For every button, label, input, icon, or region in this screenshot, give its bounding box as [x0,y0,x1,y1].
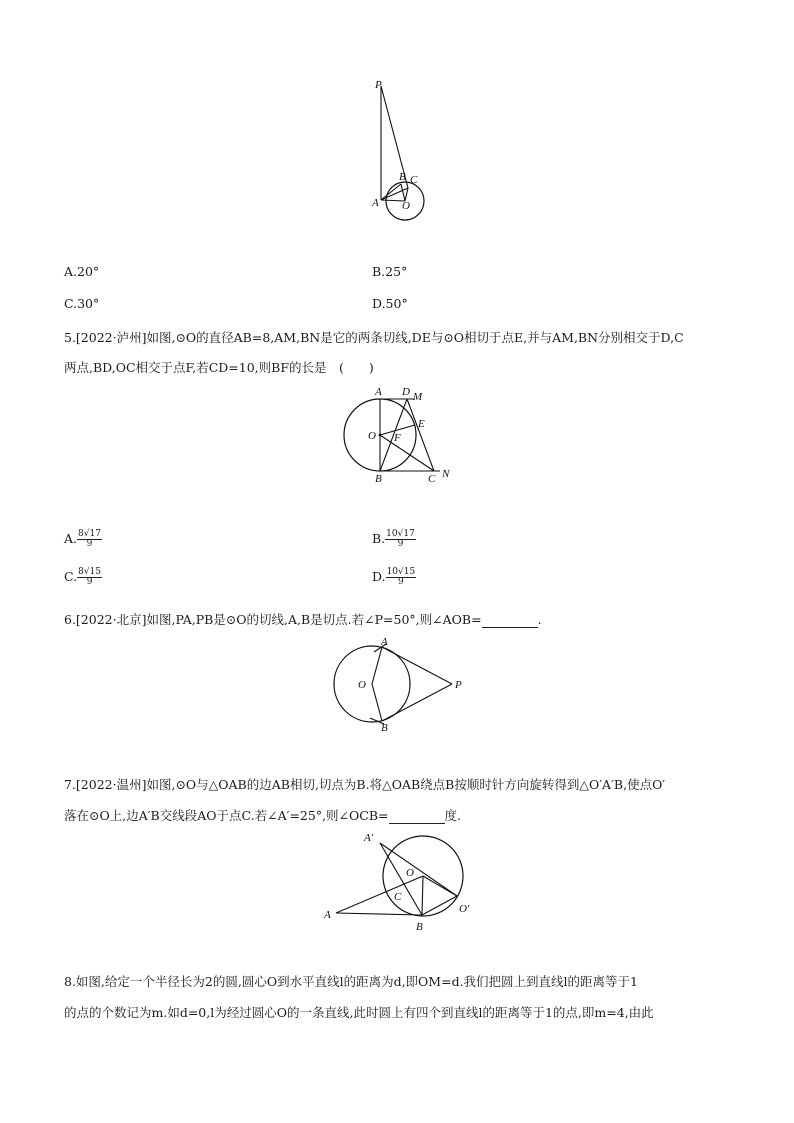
q6-line-PA [382,647,452,684]
q4-label-C: C [410,174,418,186]
q7-stem-line2 [64,806,461,824]
q5-label-M: M [413,391,423,403]
q7-line-OO-prime [423,876,457,896]
q7-stem-line1: 7.[2022·温州]如图,⊙O与△OAB的边AB相切,切点为B.将△OAB绕点B按顺时针方向旋转得到△O′A′B,使点O′ [64,777,666,792]
q6-label-P: P [455,679,462,691]
q7-label-A-prime: A′ [364,832,374,844]
q6-answer-blank[interactable] [482,612,538,628]
q5-line-OC [380,435,434,471]
q7-figure [316,826,486,938]
q5-option-d [372,568,416,587]
q6-stem-text: 6.[2022·北京]如图,PA,PB是⊙O的切线,A,B是切点.若∠P=50°,则∠AOB= [64,612,482,627]
q7-label-B: B [416,921,423,933]
q4-label-B: B [399,171,406,183]
q5-figure [336,380,466,484]
q6-label-A: A [381,636,388,648]
q5-label-O: O [368,430,376,442]
q8-stem-line1: 8.如图,给定一个半径长为2的圆,圆心O到水平直线l的距离为d,即OM=d.我们把圆上到直线l的距离等于1 [64,974,638,989]
q5-option-d-numerator: 10√15 [386,567,416,577]
q6-label-O: O [358,679,366,691]
q4-label-A: A [372,197,379,209]
q5-label-C: C [428,473,436,484]
q5-option-a-fraction [77,530,102,549]
q5-label-E: E [418,418,425,430]
q7-label-C: C [394,891,402,903]
q5-option-b-fraction [385,530,416,549]
q5-option-d-prefix: D. [372,569,386,584]
q7-label-O-prime: O′ [459,903,470,915]
q6-line-OB [372,684,382,721]
q7-stem-line2-end: 度. [444,808,461,823]
q5-option-a-prefix: A. [64,531,78,546]
q5-option-a [64,530,102,549]
q5-option-c-fraction [77,568,102,587]
q7-line-A-prime-O-prime [380,843,457,896]
q5-option-a-numerator: 8√17 [78,529,101,539]
q4-option-d: D.50° [372,296,408,311]
q5-center-dot [379,434,382,437]
q5-label-B: B [375,473,382,484]
q5-line-DC [407,399,434,471]
q5-label-N: N [442,468,450,480]
q5-option-b-numerator: 10√17 [386,529,415,539]
q6-figure [330,634,470,734]
q4-option-c: C.30° [64,296,100,311]
q5-option-c-prefix: C. [64,569,78,584]
q4-figure [360,75,440,225]
q5-stem-line1: 5.[2022·泸州]如图,⊙O的直径AB=8,AM,BN是它的两条切线,DE与⊙O相切于点E,并与AM,BN分别相交于D,C [64,330,684,345]
q8-stem-line2: 的点的个数记为m.如d=0,l为经过圆心O的一条直线,此时圆上有四个到直线l的距离等于1的点,即m=4,由此 [64,1005,654,1020]
q5-stem-line2: 两点,BD,OC相交于点F,若CD=10,则BF的长是 ( ) [64,360,374,375]
q6-line-OA [372,647,382,684]
q5-option-d-denominator: 9 [398,577,404,587]
q6-label-B: B [381,722,388,734]
q6-stem-end: . [537,612,542,627]
q5-option-b-prefix: B. [372,531,386,546]
q5-option-b-denominator: 9 [397,539,404,549]
q5-label-A: A [375,386,382,398]
q5-label-D: D [402,386,410,398]
q7-label-A: A [324,909,331,921]
q4-option-b: B.25° [372,264,408,279]
q5-option-d-fraction [386,568,417,587]
q7-answer-blank[interactable] [389,808,445,824]
q4-label-P: P [375,79,382,91]
q5-option-c [64,568,102,587]
q7-label-O: O [406,867,414,879]
q5-label-F: F [394,432,401,444]
q6-stem [64,610,542,628]
q7-line-OB [422,876,423,915]
q6-line-PB [382,684,452,721]
q4-option-a: A.20° [64,264,100,279]
q5-option-c-denominator: 9 [86,577,93,587]
q5-option-a-denominator: 9 [86,539,93,549]
q4-label-O: O [402,200,410,212]
q7-stem-line2-text: 落在⊙O上,边A′B交线段AO于点C.若∠A′=25°,则∠OCB= [64,808,389,823]
q5-option-c-numerator: 8√15 [78,567,102,577]
q4-line-BO [401,184,405,201]
q5-option-b [372,530,416,549]
